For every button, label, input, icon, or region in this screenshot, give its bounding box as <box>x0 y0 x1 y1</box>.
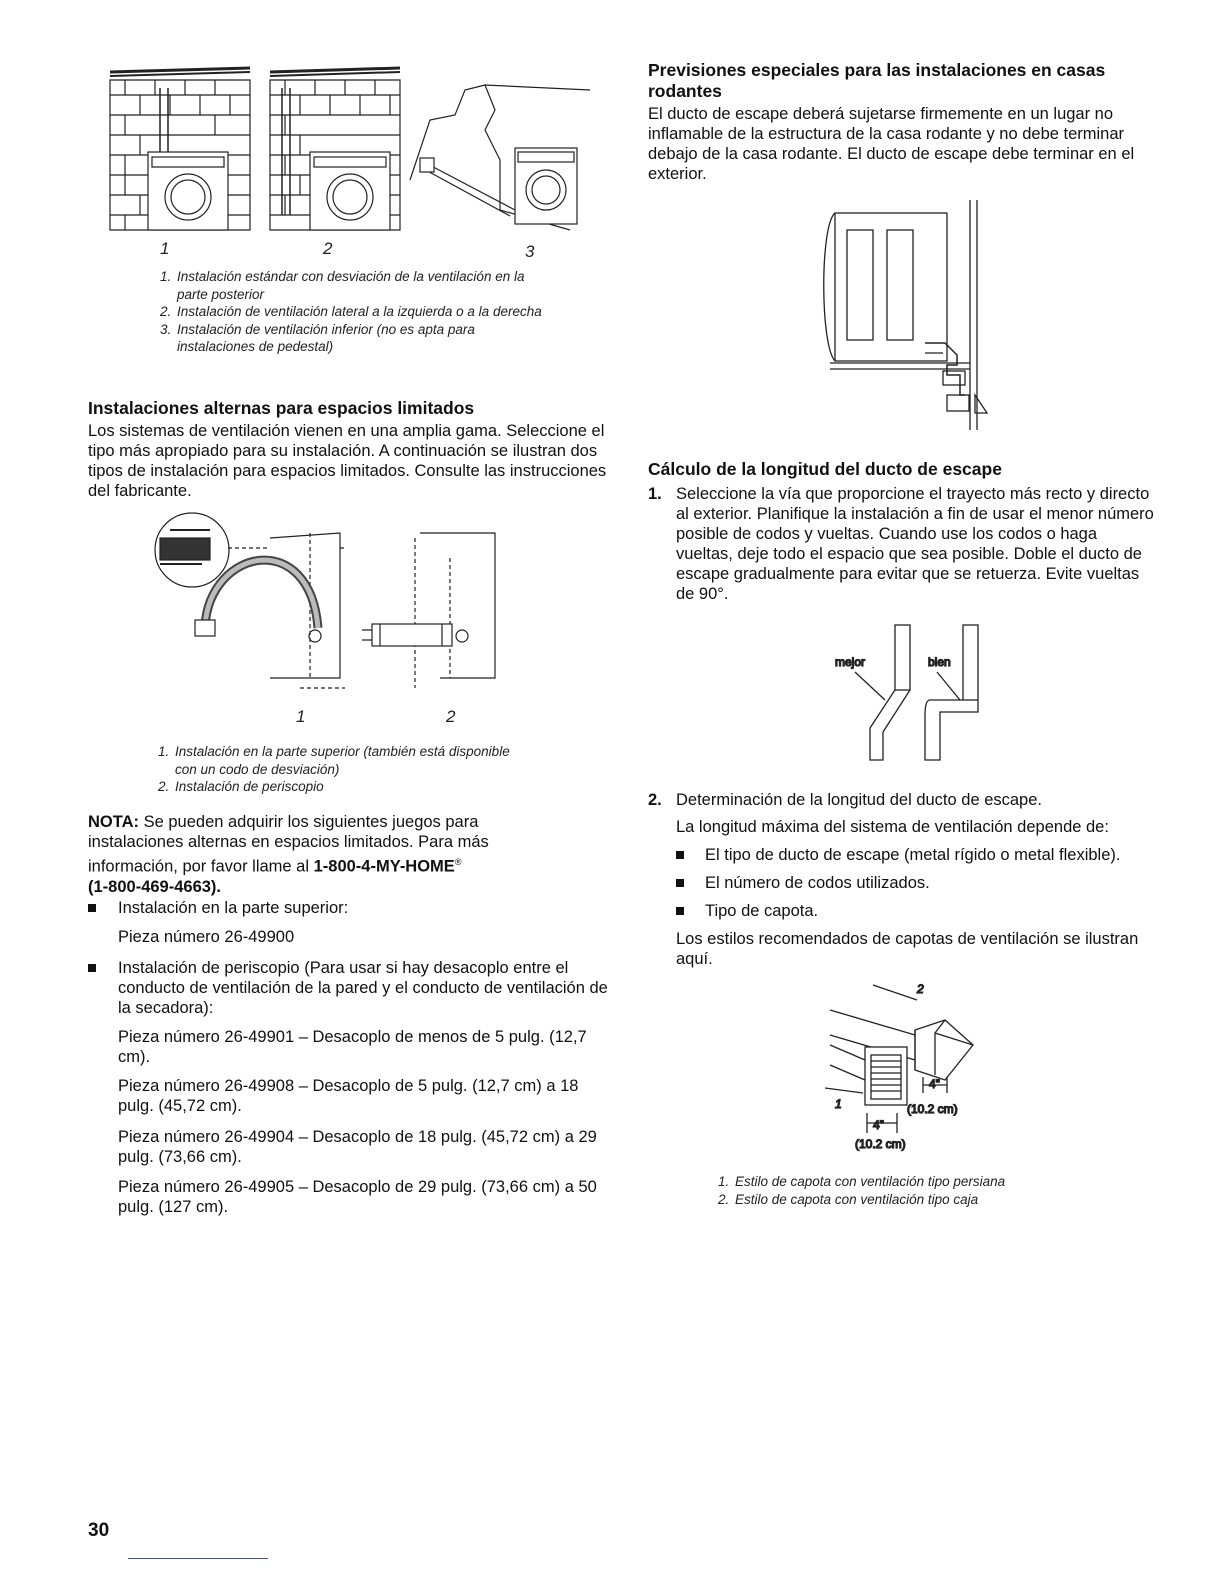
kit-part <box>118 927 608 947</box>
rear-vent-illustration <box>110 68 250 230</box>
limited-spaces-heading: Instalaciones alternas para espacios limitados <box>88 398 475 418</box>
vent-hood-figure <box>825 975 995 1155</box>
hood-styles-caption <box>718 1173 1138 1208</box>
duct-routing-figure <box>825 620 995 770</box>
part-number-text: Pieza número 26-49901 – Desacoplo de menos de 5 pulg. (12,7 cm). <box>118 1028 587 1066</box>
step-1 <box>648 484 1158 604</box>
caption-item: 1. Estilo de capota con ventilación tipo persiana <box>718 1174 1006 1189</box>
factor-text: El tipo de ducto de escape (metal rígido o metal flexible). <box>705 846 1121 864</box>
mobile-home-figure <box>815 195 1005 435</box>
bullet-square <box>676 851 684 859</box>
kit-part <box>118 1076 598 1116</box>
dim-cm: (10.2 cm) <box>855 1137 906 1151</box>
step-number: 2. <box>648 791 662 809</box>
step-2 <box>648 790 1158 810</box>
limited-space-figure <box>150 508 500 698</box>
kit-part <box>118 1127 598 1167</box>
hood-number-1: 1 <box>835 1097 842 1111</box>
figure-number-1: 1 <box>160 239 170 258</box>
footer-rule <box>128 1558 268 1559</box>
label-best: mejor <box>835 655 866 669</box>
dim-cm: (10.2 cm) <box>907 1102 958 1116</box>
factor-text: El número de codos utilizados. <box>705 874 930 892</box>
caption-item: 3. Instalación de ventilación inferior (no es apta para instalaciones de pedestal) <box>160 321 475 354</box>
factor-item <box>676 873 1166 893</box>
mobile-home-body: El ducto de escape deberá sujetarse firmemente en un lugar no inflamable de la estructura de la casa rodante y no debe terminar debajo de la casa rodante. El ducto de escape debe terminar en el exterior. <box>648 105 1135 183</box>
note-text: Se pueden adquirir los siguientes juegos para instalaciones alternas en espacios limitados. Para más información, por favor llame al <box>88 813 489 876</box>
note-paragraph <box>88 812 538 897</box>
phone-brand: 1-800-4-MY-HOME <box>313 857 455 876</box>
part-number-text: Pieza número 26-49900 <box>118 928 295 946</box>
registered-mark: ® <box>454 857 462 867</box>
step-2-text: Determinación de la longitud del ducto de escape. <box>676 791 1042 809</box>
factor-text: Tipo de capota. <box>705 902 819 920</box>
kit-top-label: Instalación en la parte superior: <box>118 899 349 917</box>
figure-number-3: 3 <box>525 242 535 261</box>
hood-number-2: 2 <box>917 982 924 996</box>
limited-spaces-body: Los sistemas de ventilación vienen en una amplia gama. Seleccione el tipo más apropiado para su instalación. A continuación se ilustran dos tipos de instalación para espacios limitados. Consulte las instrucciones del fabricante. <box>88 422 607 500</box>
phone-number: (1-800-469-4663). <box>88 877 221 896</box>
kit-periscope-item <box>88 958 618 1018</box>
bullet-square <box>676 879 684 887</box>
factor-item <box>676 845 1176 865</box>
caption-item: 2. Instalación de ventilación lateral a la izquierda o a la derecha <box>160 304 542 319</box>
page-number: 30 <box>88 1520 110 1541</box>
step-1-text: Seleccione la vía que proporcione el trayecto más recto y directo al exterior. Planifique la instalación a fin de usar el menor número posible de codos y vueltas. Cuando use los codos o haga vueltas, deje todo el espacio que sea posible. Doble el ducto de escape gradualmente para evitar que se retuerza. Evite vueltas de 90°. <box>676 485 1154 603</box>
kit-part <box>118 1177 608 1217</box>
note-label: NOTA: <box>88 813 140 831</box>
limited-spaces-caption <box>158 743 518 796</box>
caption-item: 2. Instalación de periscopio <box>158 779 324 794</box>
caption-item: 1. Instalación en la parte superior (también está disponible con un codo de desviación) <box>158 744 510 777</box>
caption-item: 2. Estilo de capota con ventilación tipo caja <box>718 1191 979 1207</box>
bullet-square <box>88 904 96 912</box>
vent-positions-figure <box>100 60 600 240</box>
hoods-intro: Los estilos recomendados de capotas de ventilación se ilustran aquí. <box>676 930 1139 968</box>
limited-figure-number-1: 1 <box>296 707 306 726</box>
figure-number-2: 2 <box>323 239 333 258</box>
kit-top-item <box>88 898 608 918</box>
step-number: 1. <box>648 485 662 503</box>
dim-inches: 4" <box>929 1077 940 1091</box>
dim-inches: 4" <box>873 1118 884 1132</box>
part-number-text: Pieza número 26-49905 – Desacoplo de 29 pulg. (73,66 cm) a 50 pulg. (127 cm). <box>118 1178 597 1216</box>
caption-item: 1. Instalación estándar con desviación de la ventilación en la parte posterior <box>160 269 525 302</box>
side-vent-illustration <box>270 68 400 230</box>
mobile-home-heading: Previsiones especiales para las instalaciones en casas rodantes <box>648 60 1106 101</box>
duct-length-heading: Cálculo de la longitud del ducto de escape <box>648 459 1002 479</box>
label-good: bien <box>928 655 951 669</box>
kit-part <box>118 1027 598 1067</box>
bullet-square <box>88 964 96 972</box>
bottom-vent-illustration <box>410 85 590 230</box>
part-number-text: Pieza número 26-49904 – Desacoplo de 18 pulg. (45,72 cm) a 29 pulg. (73,66 cm). <box>118 1128 597 1166</box>
factor-item <box>676 901 1166 921</box>
bullet-square <box>676 907 684 915</box>
limited-figure-number-2: 2 <box>446 707 456 726</box>
depends-text <box>676 817 1166 837</box>
vent-positions-caption <box>160 268 550 356</box>
part-number-text: Pieza número 26-49908 – Desacoplo de 5 pulg. (12,7 cm) a 18 pulg. (45,72 cm). <box>118 1077 579 1115</box>
depends-label: La longitud máxima del sistema de ventilación depende de: <box>676 818 1109 836</box>
kit-periscope-label: Instalación de periscopio (Para usar si hay desacoplo entre el conducto de ventilación de la pared y el conducto de ventilación de la secadora): <box>118 959 608 1017</box>
